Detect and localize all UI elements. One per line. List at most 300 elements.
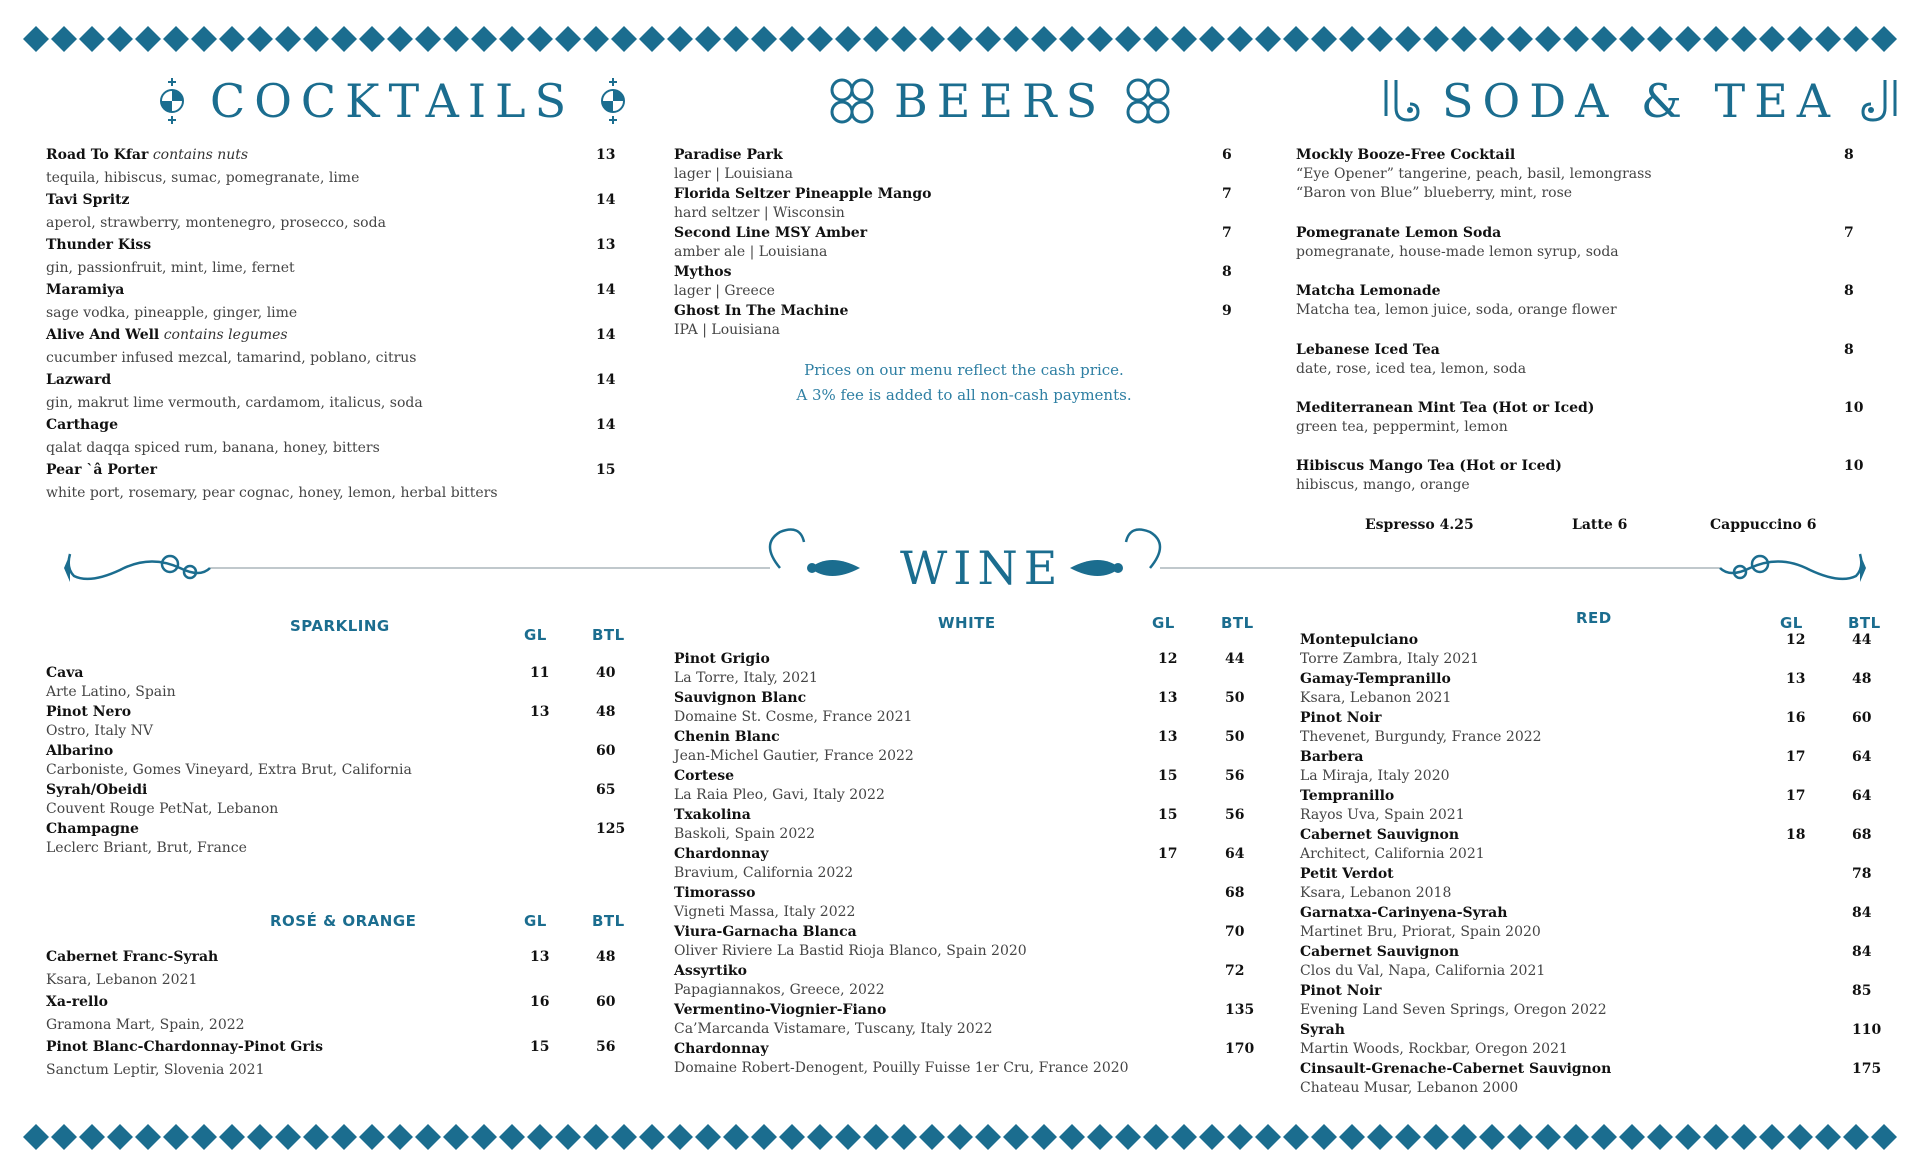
diamond-border-top (22, 24, 1898, 54)
wine-header (900, 541, 1064, 595)
wine-producer: Chateau Musar, Lebanon 2000 (1300, 1080, 1519, 1096)
diamond-shape (1815, 26, 1841, 52)
wine-item (46, 781, 566, 819)
soda-name: Lebanese Iced Tea (1296, 342, 1440, 358)
diamond-shape (1731, 26, 1757, 52)
diamond-shape (1451, 26, 1477, 52)
wine-name: Barbera (1300, 749, 1364, 765)
diamond-shape (667, 26, 693, 52)
beer-price: 7 (1222, 186, 1232, 202)
wine-item (1300, 670, 1820, 708)
wine-item (674, 962, 1194, 1000)
cocktails-title: COCKTAILS (210, 74, 576, 128)
soda-name: Matcha Lemonade (1296, 283, 1441, 299)
glass-price: 13 (530, 949, 550, 965)
wine-item (1300, 943, 1820, 981)
diamond-shape (1591, 26, 1617, 52)
glass-price: 11 (530, 665, 550, 681)
wine-name: Cabernet Sauvignon (1300, 827, 1460, 843)
cocktail-item (46, 326, 606, 368)
wine-item (674, 1001, 1194, 1039)
wine-item (674, 1040, 1194, 1078)
cocktail-name-line (46, 326, 606, 345)
bottle-price: 50 (1225, 690, 1245, 706)
wine-item (674, 728, 1194, 766)
soda-price: 7 (1844, 225, 1854, 241)
diamond-shape (247, 26, 273, 52)
diamond-shape (1451, 1124, 1477, 1150)
wine-name: Pinot Noir (1300, 983, 1382, 999)
wine-item (1300, 865, 1820, 903)
wine-producer: La Raia Pleo, Gavi, Italy 2022 (674, 787, 885, 803)
cocktail-description: sage vodka, pineapple, ginger, lime (46, 305, 298, 321)
wine-sparkling-title: SPARKLING (290, 617, 390, 635)
glass-price: 15 (1158, 807, 1178, 823)
wine-name: Cava (46, 665, 84, 681)
glass-price: 18 (1786, 827, 1806, 843)
bottle-price: 68 (1852, 827, 1872, 843)
wine-item (1300, 1060, 1820, 1098)
wine-name: Chenin Blanc (674, 729, 780, 745)
bottle-price: 56 (1225, 807, 1245, 823)
diamond-shape (807, 26, 833, 52)
wine-item (674, 845, 1194, 883)
wine-name: Gamay-Tempranillo (1300, 671, 1451, 687)
gl-header: GL (1780, 614, 1803, 632)
diamond-shape (891, 26, 917, 52)
wine-name: Albarino (46, 743, 114, 759)
bottle-price: 60 (596, 743, 616, 759)
diamond-shape (611, 26, 637, 52)
cocktail-description: tequila, hibiscus, sumac, pomegranate, lime (46, 170, 360, 186)
coffee-cappuccino: Cappuccino 6 (1710, 517, 1817, 533)
diamond-shape (1479, 26, 1505, 52)
wine-producer: Torre Zambra, Italy 2021 (1300, 651, 1480, 667)
wine-name: Garnatxa-Carinyena-Syrah (1300, 905, 1508, 921)
bottle-price: 60 (596, 994, 616, 1010)
beer-style: lager | Greece (674, 283, 775, 299)
wine-name: Cabernet Franc-Syrah (46, 949, 219, 965)
btl-header: BTL (592, 912, 625, 930)
wine-name: Cinsault-Grenache-Cabernet Sauvignon (1300, 1061, 1612, 1077)
wine-red-title: RED (1576, 609, 1612, 627)
wine-item (674, 923, 1194, 961)
wine-producer: La Miraja, Italy 2020 (1300, 768, 1450, 784)
beer-price: 7 (1222, 225, 1232, 241)
diamond-shape (79, 26, 105, 52)
diamond-shape (1171, 26, 1197, 52)
wine-producer: Leclerc Briant, Brut, France (46, 840, 247, 856)
soda-tea-header (1378, 76, 1903, 126)
diamond-shape (1255, 26, 1281, 52)
wine-name: Chardonnay (674, 1041, 769, 1057)
beer-name: Paradise Park (674, 147, 783, 163)
knot-ornament-icon (828, 76, 876, 126)
cocktails-header (152, 76, 633, 126)
diamond-shape (835, 26, 861, 52)
diamond-shape (107, 26, 133, 52)
cocktail-price: 13 (596, 237, 616, 253)
diamond-shape (135, 26, 161, 52)
wine-white-title: WHITE (938, 614, 996, 632)
wine-item (46, 703, 566, 741)
wine-name: Montepulciano (1300, 632, 1419, 648)
soda-item (1296, 146, 1856, 203)
diamond-shape (611, 1124, 637, 1150)
diamond-shape (555, 1124, 581, 1150)
allergen-note: contains nuts (152, 147, 249, 163)
diamond-shape (863, 26, 889, 52)
diamond-shape (443, 1124, 469, 1150)
diamond-shape (79, 1124, 105, 1150)
diamond-shape (1647, 1124, 1673, 1150)
allergen-note: contains legumes (163, 327, 288, 343)
diamond-shape (807, 1124, 833, 1150)
beer-price: 9 (1222, 303, 1232, 319)
beer-item (674, 146, 1234, 184)
wine-name: Vermentino-Viognier-Fiano (674, 1002, 887, 1018)
beer-name: Second Line MSY Amber (674, 225, 868, 241)
diamond-shape (947, 1124, 973, 1150)
wine-item (1300, 904, 1820, 942)
diamond-shape (779, 26, 805, 52)
wine-item (46, 948, 566, 990)
cocktail-name-line (46, 146, 606, 165)
wine-item (674, 806, 1194, 844)
diamond-shape (1395, 26, 1421, 52)
diamond-shape (1423, 26, 1449, 52)
beer-price: 8 (1222, 264, 1232, 280)
diamond-shape (331, 26, 357, 52)
wine-item (1300, 748, 1820, 786)
wine-item (46, 742, 566, 780)
wine-producer: Bravium, California 2022 (674, 865, 854, 881)
diamond-shape (1675, 26, 1701, 52)
diamond-shape (1843, 26, 1869, 52)
soda-description: “Eye Opener” tangerine, peach, basil, lemongrass (1296, 166, 1652, 182)
wine-item (46, 993, 566, 1035)
glass-price: 13 (1786, 671, 1806, 687)
glass-price: 17 (1786, 788, 1806, 804)
diamond-shape (1283, 26, 1309, 52)
cocktail-price: 14 (596, 192, 616, 208)
cocktail-price: 13 (596, 147, 616, 163)
bottle-price: 84 (1852, 944, 1872, 960)
beer-style: amber ale | Louisiana (674, 244, 828, 260)
gl-header: GL (524, 912, 547, 930)
cocktail-description: white port, rosemary, pear cognac, honey, lemon, herbal bitters (46, 485, 498, 501)
diamond-shape (1423, 1124, 1449, 1150)
wine-item (1300, 709, 1820, 747)
wine-name: Syrah/Obeidi (46, 782, 148, 798)
diamond-shape (23, 1124, 49, 1150)
cocktail-description: qalat daqqa spiced rum, banana, honey, bitters (46, 440, 380, 456)
bottle-price: 40 (596, 665, 616, 681)
diamond-shape (555, 26, 581, 52)
diamond-shape (443, 26, 469, 52)
wine-item (1300, 787, 1820, 825)
scroll-ornament-icon (1378, 76, 1424, 126)
glass-price: 17 (1158, 846, 1178, 862)
bottle-price: 78 (1852, 866, 1872, 882)
diamond-shape (527, 1124, 553, 1150)
soda-price: 8 (1844, 283, 1854, 299)
diamond-shape (1759, 26, 1785, 52)
bottle-price: 65 (596, 782, 616, 798)
glass-price: 16 (530, 994, 550, 1010)
diamond-shape (359, 26, 385, 52)
wine-item (674, 767, 1194, 805)
cocktail-name-line (46, 236, 606, 255)
soda-price: 10 (1844, 400, 1864, 416)
diamond-shape (1339, 1124, 1365, 1150)
btl-header: BTL (592, 626, 625, 644)
glass-price: 13 (1158, 690, 1178, 706)
gl-header: GL (524, 626, 547, 644)
diamond-shape (1535, 26, 1561, 52)
diamond-shape (163, 1124, 189, 1150)
wine-name: Pinot Grigio (674, 651, 770, 667)
wine-producer: Ostro, Italy NV (46, 723, 154, 739)
diamond-shape (751, 1124, 777, 1150)
diamond-shape (1227, 1124, 1253, 1150)
bottle-price: 68 (1225, 885, 1245, 901)
bottle-price: 85 (1852, 983, 1872, 999)
wine-item (1300, 826, 1820, 864)
wine-producer: Domaine Robert-Denogent, Pouilly Fuisse 1er Cru, France 2020 (674, 1060, 1129, 1076)
bottle-price: 84 (1852, 905, 1872, 921)
diamond-shape (1759, 1124, 1785, 1150)
diamond-shape (751, 26, 777, 52)
diamond-shape (1395, 1124, 1421, 1150)
diamond-shape (1591, 1124, 1617, 1150)
cocktail-price: 14 (596, 282, 616, 298)
diamond-shape (975, 26, 1001, 52)
beer-price: 6 (1222, 147, 1232, 163)
soda-name: Pomegranate Lemon Soda (1296, 225, 1502, 241)
wine-producer: Martinet Bru, Priorat, Spain 2020 (1300, 924, 1541, 940)
cocktail-item (46, 191, 606, 233)
cocktail-price: 14 (596, 327, 616, 343)
bottle-price: 48 (596, 704, 616, 720)
cocktail-price: 14 (596, 372, 616, 388)
diamond-shape (639, 26, 665, 52)
cocktail-description: aperol, strawberry, montenegro, prosecco, soda (46, 215, 386, 231)
wine-name: Cabernet Sauvignon (1300, 944, 1460, 960)
diamond-shape (1367, 26, 1393, 52)
scroll-ornament-icon (1857, 76, 1903, 126)
glass-price: 16 (1786, 710, 1806, 726)
soda-item (1296, 457, 1856, 495)
wine-producer: Oliver Riviere La Bastid Rioja Blanco, Spain 2020 (674, 943, 1027, 959)
diamond-shape (51, 26, 77, 52)
wine-producer: Evening Land Seven Springs, Oregon 2022 (1300, 1002, 1607, 1018)
diamond-shape (1535, 1124, 1561, 1150)
diamond-shape (1703, 1124, 1729, 1150)
diamond-shape (1367, 1124, 1393, 1150)
diamond-shape (303, 26, 329, 52)
diamond-shape (1675, 1124, 1701, 1150)
soda-name: Mediterranean Mint Tea (Hot or Iced) (1296, 400, 1595, 416)
payment-notice (754, 358, 1174, 408)
beer-name: Florida Seltzer Pineapple Mango (674, 186, 932, 202)
bottle-price: 50 (1225, 729, 1245, 745)
wine-name: Cortese (674, 768, 735, 784)
bottle-price: 56 (596, 1039, 616, 1055)
wine-producer: Gramona Mart, Spain, 2022 (46, 1017, 245, 1033)
diamond-shape (499, 1124, 525, 1150)
wine-name: Pinot Blanc-Chardonnay-Pinot Gris (46, 1039, 323, 1055)
diamond-shape (1339, 26, 1365, 52)
bottle-price: 56 (1225, 768, 1245, 784)
diamond-shape (1143, 26, 1169, 52)
wine-producer: Arte Latino, Spain (46, 684, 176, 700)
coffee-espresso: Espresso 4.25 (1365, 517, 1474, 533)
wine-name: Txakolina (674, 807, 751, 823)
bottle-price: 72 (1225, 963, 1245, 979)
bottle-price: 44 (1852, 632, 1872, 648)
wine-producer: Ksara, Lebanon 2018 (1300, 885, 1452, 901)
diamond-shape (919, 26, 945, 52)
diamond-shape (723, 1124, 749, 1150)
diamond-shape (1031, 26, 1057, 52)
diamond-shape (135, 1124, 161, 1150)
cocktail-name: Pear `â Porter (46, 462, 157, 478)
wine-name: Petit Verdot (1300, 866, 1394, 882)
diamond-shape (107, 1124, 133, 1150)
diamond-shape (331, 1124, 357, 1150)
diamond-shape (1787, 1124, 1813, 1150)
diamond-shape (1843, 1124, 1869, 1150)
wine-item (674, 884, 1194, 922)
cocktail-price: 14 (596, 417, 616, 433)
soda-description: hibiscus, mango, orange (1296, 477, 1470, 493)
wine-item (1300, 982, 1820, 1020)
cocktail-description: gin, makrut lime vermouth, cardamom, italicus, soda (46, 395, 423, 411)
glass-price: 15 (530, 1039, 550, 1055)
notice-line-1: Prices on our menu reflect the cash price. (804, 361, 1124, 379)
cocktail-item (46, 461, 606, 503)
diamond-shape (1255, 1124, 1281, 1150)
wine-name: Chardonnay (674, 846, 769, 862)
diamond-shape (51, 1124, 77, 1150)
diamond-shape (1311, 1124, 1337, 1150)
diamond-shape (1871, 1124, 1897, 1150)
wine-name: Tempranillo (1300, 788, 1395, 804)
diamond-shape (835, 1124, 861, 1150)
wine-name: Champagne (46, 821, 139, 837)
diamond-shape (387, 1124, 413, 1150)
soda-name: Hibiscus Mango Tea (Hot or Iced) (1296, 458, 1562, 474)
bottle-price: 48 (1852, 671, 1872, 687)
coffee-latte: Latte 6 (1572, 517, 1628, 533)
beer-name: Mythos (674, 264, 732, 280)
cocktail-name: Road To Kfar (46, 147, 149, 163)
soda-price: 8 (1844, 147, 1854, 163)
compass-ornament-icon (152, 76, 192, 126)
soda-description: date, rose, iced tea, lemon, soda (1296, 361, 1527, 377)
diamond-shape (1115, 26, 1141, 52)
wine-producer: Carboniste, Gomes Vineyard, Extra Brut, California (46, 762, 412, 778)
glass-price: 12 (1786, 632, 1806, 648)
glass-price: 17 (1786, 749, 1806, 765)
beer-item (674, 185, 1234, 223)
bottle-price: 135 (1225, 1002, 1255, 1018)
wine-producer: Baskoli, Spain 2022 (674, 826, 816, 842)
diamond-shape (527, 26, 553, 52)
wine-producer: Couvent Rouge PetNat, Lebanon (46, 801, 279, 817)
cocktail-name: Lazward (46, 372, 112, 388)
diamond-shape (695, 1124, 721, 1150)
wine-producer: Thevenet, Burgundy, France 2022 (1300, 729, 1542, 745)
wine-item (46, 820, 566, 858)
bottle-price: 170 (1225, 1041, 1255, 1057)
wine-item (46, 664, 566, 702)
cocktail-description: gin, passionfruit, mint, lime, fernet (46, 260, 295, 276)
soda-description: green tea, peppermint, lemon (1296, 419, 1508, 435)
diamond-shape (1087, 26, 1113, 52)
wine-name: Syrah (1300, 1022, 1345, 1038)
diamond-shape (387, 26, 413, 52)
wine-producer: Ksara, Lebanon 2021 (46, 972, 198, 988)
cocktail-description: cucumber infused mezcal, tamarind, poblano, citrus (46, 350, 417, 366)
diamond-shape (219, 1124, 245, 1150)
soda-item (1296, 224, 1856, 262)
diamond-shape (891, 1124, 917, 1150)
beers-title: BEERS (894, 74, 1107, 128)
cocktail-name-line (46, 281, 606, 300)
bottle-price: 48 (596, 949, 616, 965)
wine-producer: Martin Woods, Rockbar, Oregon 2021 (1300, 1041, 1568, 1057)
diamond-shape (1871, 26, 1897, 52)
bottle-price: 64 (1852, 788, 1872, 804)
diamond-shape (1507, 1124, 1533, 1150)
wine-item (674, 650, 1194, 688)
diamond-shape (667, 1124, 693, 1150)
cocktail-name: Maramiya (46, 282, 125, 298)
diamond-shape (1003, 1124, 1029, 1150)
diamond-shape (975, 1124, 1001, 1150)
cocktail-item (46, 236, 606, 278)
bottle-price: 110 (1852, 1022, 1882, 1038)
compass-ornament-icon (593, 76, 633, 126)
diamond-shape (1479, 1124, 1505, 1150)
wine-producer: Clos du Val, Napa, California 2021 (1300, 963, 1546, 979)
wine-name: Viura-Garnacha Blanca (674, 924, 857, 940)
wine-name: Assyrtiko (674, 963, 747, 979)
diamond-shape (695, 26, 721, 52)
diamond-shape (583, 26, 609, 52)
diamond-shape (471, 1124, 497, 1150)
diamond-shape (1647, 26, 1673, 52)
diamond-shape (23, 26, 49, 52)
wine-producer: Vigneti Massa, Italy 2022 (674, 904, 856, 920)
beer-style: lager | Louisiana (674, 166, 793, 182)
diamond-shape (1171, 1124, 1197, 1150)
diamond-shape (1619, 1124, 1645, 1150)
gl-header: GL (1152, 614, 1175, 632)
diamond-shape (919, 1124, 945, 1150)
notice-line-2: A 3% fee is added to all non-cash payments. (796, 386, 1132, 404)
wine-item (1300, 631, 1820, 669)
diamond-shape (1199, 1124, 1225, 1150)
diamond-shape (1059, 1124, 1085, 1150)
cocktail-name-line (46, 371, 606, 390)
diamond-shape (1115, 1124, 1141, 1150)
wine-producer: Sanctum Leptir, Slovenia 2021 (46, 1062, 265, 1078)
diamond-shape (1619, 26, 1645, 52)
glass-price: 15 (1158, 768, 1178, 784)
